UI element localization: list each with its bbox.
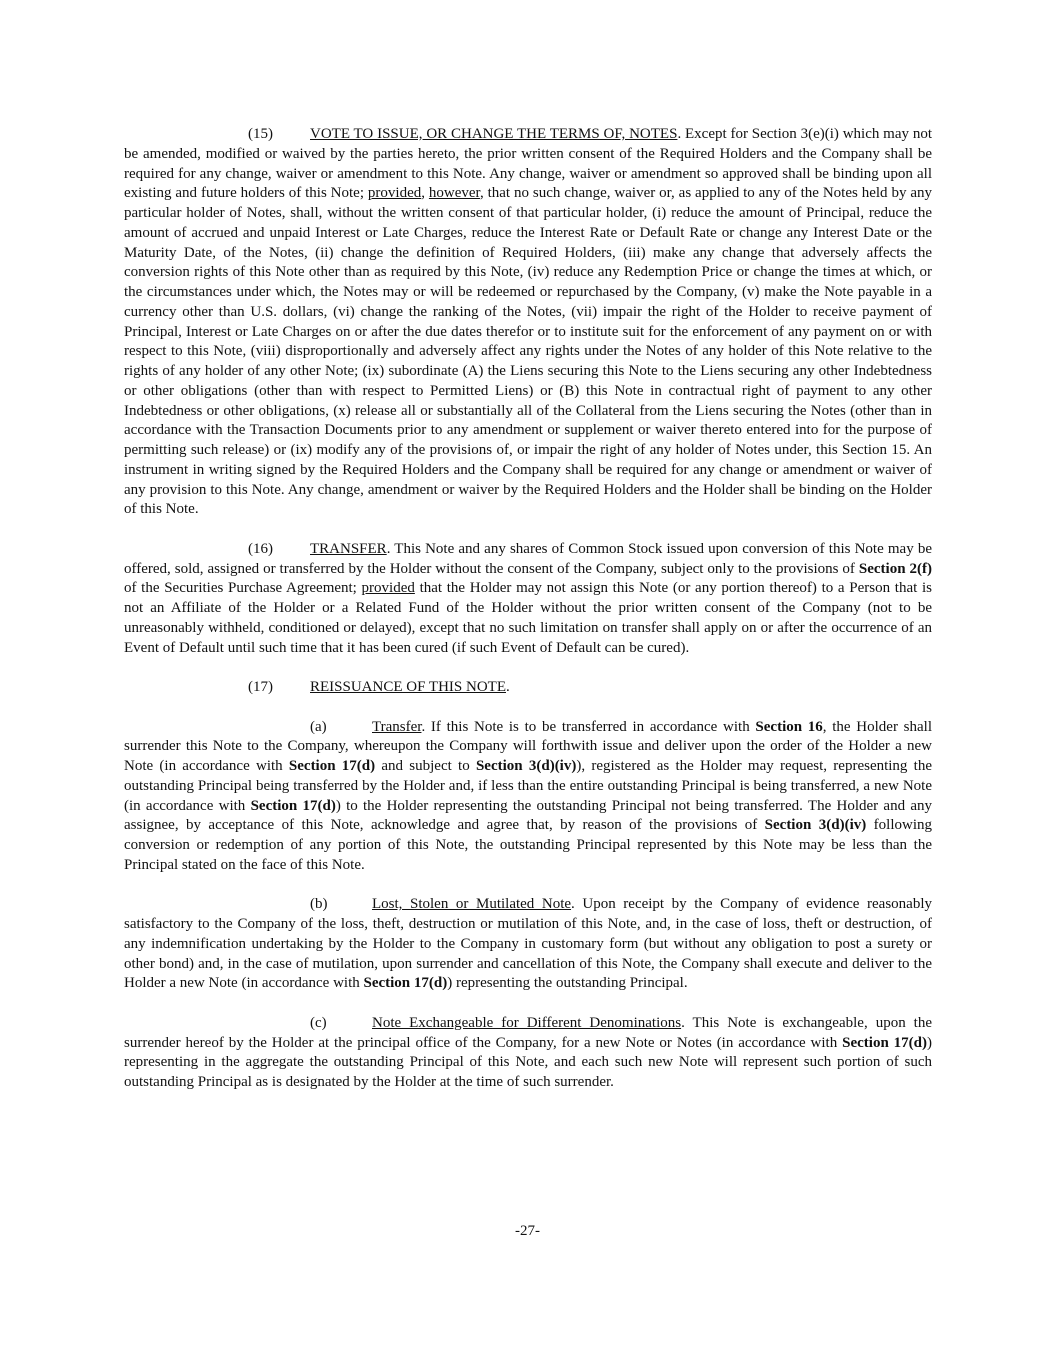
document-page — [124, 125, 932, 1113]
section-16-paragraph — [124, 540, 932, 659]
section-17a-text: ) to the Holder representing the outstanding Principal not being transferred. The Holder and any assignee, by acceptance of this Note, acknowledge and agree that, by reason of the provisions of — [124, 797, 932, 834]
section-17-heading: REISSUANCE OF THIS NOTE — [310, 679, 506, 695]
however-term: however — [428, 185, 480, 202]
section-17a-paragraph — [124, 718, 932, 876]
section-16-text: that the Holder may not assign this Note (or any portion thereof) to a Person that is not an Affiliate of the Holder or a Related Fund of the Holder without the prior written consent of the Company (not to be unreasonably withheld, conditioned or delayed), except that no such limitation on transfer shall apply on or after the occurrence of an Event of Default until such time that it has been cured (if such Event of Default can be cured). — [124, 580, 932, 656]
section-reference: Section 17(d) — [250, 797, 336, 814]
section-17a-number: (a) — [310, 718, 327, 735]
section-17c-heading: Note Exchangeable for Different Denominations — [372, 1014, 682, 1031]
section-reference: Section 17(d) — [842, 1034, 928, 1051]
section-16-text: of the Securities Purchase Agreement; — [124, 580, 362, 597]
section-17a-text: . If this Note is to be transferred in accordance with — [421, 718, 756, 735]
section-reference: Section 3(d)(iv) — [475, 758, 577, 774]
section-17a-text: ), registered as the Holder may request, representing the outstanding Principal being transferred by the Holder and, if less than the entire outstanding Principal is being transferred, a new Note (in accordance with — [124, 758, 933, 814]
section-reference: Section 16 — [755, 718, 823, 735]
section-17c-number: (c) — [310, 1014, 327, 1031]
section-17-text: . — [506, 679, 510, 695]
section-17a-text: and subject to — [375, 758, 476, 774]
section-16-heading: TRANSFER — [310, 540, 387, 557]
section-17c-paragraph — [124, 1014, 932, 1093]
section-17a-text: , the Holder shall surrender this Note to the Company, whereupon the Company will forthwith issue and deliver upon the order of the Holder a new Note (in accordance with — [124, 718, 932, 774]
section-16-text: . This Note and any shares of Common Stock issued upon conversion of this Note may be offered, sold, assigned or transferred by the Holder without the consent of the Company, subject only to the provisions of — [124, 540, 932, 577]
section-17b-number: (b) — [310, 896, 328, 913]
section-reference: Section 17(d) — [288, 758, 376, 774]
section-16-number: (16) — [248, 540, 273, 557]
section-reference: Section 3(d)(iv) — [764, 817, 867, 834]
section-17c-text: ) representing in the aggregate the outstanding Principal of this Note, and each such new Note will represent such portion of such outstanding Principal as is designated by the Holder at the time of such surrender. — [124, 1034, 933, 1090]
section-17c-text: . This Note is exchangeable, upon the surrender hereof by the Holder at the principal office of the Company, for a new Note or Notes (in accordance with — [124, 1014, 933, 1051]
page-number: -27- — [515, 1223, 540, 1239]
section-15-text: . Except for Section 3(e)(i) which may not be amended, modified or waived by the parties hereto, the prior written consent of the Required Holders and the Company shall be required for any change, waiver or amendment to this Note. Any change, waiver or amendment so approved shall be binding upon all existing and future holders of this Note; — [124, 126, 932, 202]
section-15-number: (15) — [248, 126, 273, 142]
provided-term: provided — [361, 580, 415, 597]
section-15-text: , that no such change, waiver or, as applied to any of the Notes held by any particular holder of Notes, shall, without the written consent of that particular holder, (i) reduce the amount of Principal, reduce the amount of accrued and unpaid Interest or Late Charges, reduce the Interest Rate or Default Rate or change any Interest Date or the Maturity Date, of the Notes, (ii) change the definition of Required Holders, (iii) make any change that adversely affects the conversion rights of this Note other than as required by this Note, (iv) reduce any Redemption Price or change the times at which, or the circumstances under which, the Notes may or will be redeemed or repurchased by the Company, (v) make the Note payable in a currency other than U.S. dollars, (vi) change the ranking of the Notes, (vii) impair the right of the Holder to receive payment of Principal, Interest or Late Charges on or after the due dates therefor or to institute suit for the enforcement of any payment on or with respect to this Note, (viii) disproportionally and adversely affect any rights under the Notes of any holder of this Note relative to the rights of any holder of any other Note; (ix) subordinate (A) the Liens securing this Note to the Liens securing any other Indebtedness or other obligations (other than with respect to Permitted Liens) or (B) this Note in contractual right of payment to any other Indebtedness or other obligations, (x) release all or substantially all of the Collateral from the Liens securing the Notes (other than in accordance with the Transaction Documents prior to any amendment or supplement or waiver thereto entered into for the purpose of permitting such release) or (ix) modify any of the provisions of, or impair the right of any holder of Notes under, this Section 15. An instrument in writing signed by the Required Holders and the Company shall be required for any change or amendment or waiver of any provision to this Note. Any change, amendment or waiver by the Required Holders and the Holder shall be binding on the Holder of this Note. — [124, 185, 933, 518]
section-17a-heading: Transfer — [372, 718, 422, 735]
section-17b-text: . Upon receipt by the Company of evidence reasonably satisfactory to the Company of the loss, theft, destruction or mutilation of this Note, and, in the case of loss, theft or destruction, of any indemnification undertaking by the Holder to the Company in customary form (but without any obligation to post a surety or other bond) and, in the case of mutilation, upon surrender and cancellation of this Note, the Company shall execute and deliver to the Holder a new Note (in accordance with — [124, 896, 932, 992]
section-17a-text: following conversion or redemption of any portion of this Note, the outstanding Principal represented by this Note may be less than the Principal stated on the face of this Note. — [124, 817, 932, 873]
section-17b-text: ) representing the outstanding Principal. — [447, 975, 688, 992]
section-reference: Section 17(d) — [363, 975, 448, 992]
section-reference: Section 2(f) — [858, 560, 932, 577]
section-15-paragraph — [124, 125, 932, 520]
provided-term: provided — [367, 185, 422, 202]
section-17b-heading: Lost, Stolen or Mutilated Note — [372, 896, 572, 913]
section-15-heading: VOTE TO ISSUE, OR CHANGE THE TERMS OF, NOTES — [310, 126, 678, 142]
section-17-paragraph — [124, 678, 932, 698]
section-15-text: , — [421, 185, 429, 202]
section-17b-paragraph — [124, 895, 932, 994]
section-17-number: (17) — [248, 679, 273, 695]
